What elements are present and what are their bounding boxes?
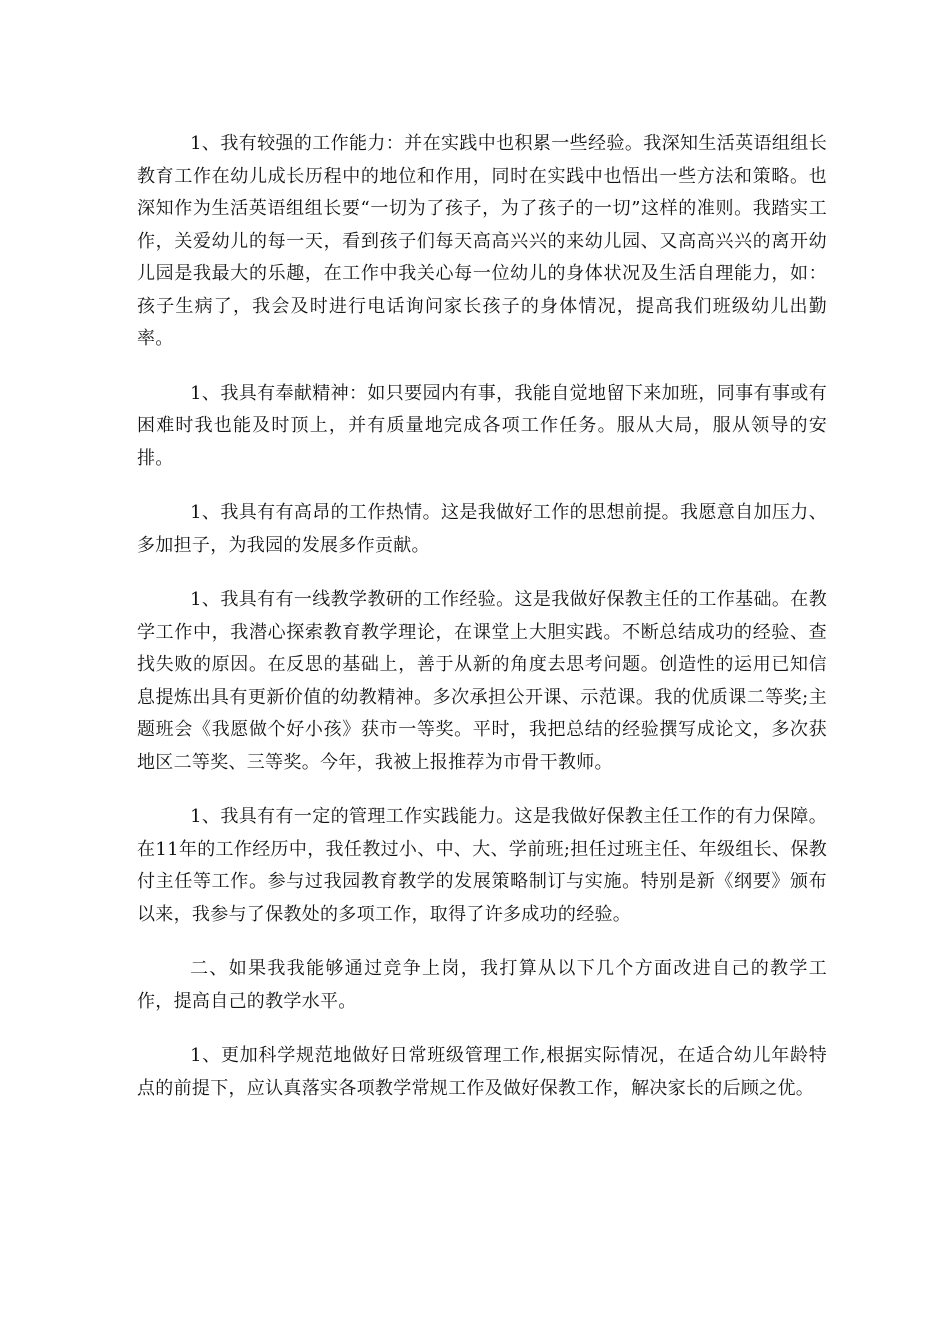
paragraph-work-ability: 1、我有较强的工作能力：并在实践中也积累一些经验。我深知生活英语组组长教育工作在幼儿成长历程中的地位和作用，同时在实践中也悟出一些方法和策略。也深知作为生活英语组组长要“一切为了孩子，为了孩子的一切”这样的准则。我踏实工作，关爱幼儿的每一天，看到孩子们每天高高兴兴的来幼儿园、又高高兴兴的离开幼儿园是我最大的乐趣，在工作中我关心每一位幼儿的身体状况及生活自理能力，如：孩子生病了，我会及时进行电话询问家长孩子的身体情况，提高我们班级幼儿出勤率。	[137, 133, 827, 349]
paragraph-teaching-experience: 1、我具有有一线教学教研的工作经验。这是我做好保教主任的工作基础。在教学工作中，我潜心探索教育教学理论，在课堂上大胆实践。不断总结成功的经验、查找失败的原因。在反思的基础上，善于从新的角度去思考问题。创造性的运用已知信息提炼出具有更新价值的幼教精神。多次承担公开课、示范课。我的优质课二等奖;主题班会《我愿做个好小孩》获市一等奖。平时，我把总结的经验撰写成论文，多次获地区二等奖、三等奖。今年，我被上报推荐为市骨干教师。	[137, 589, 827, 773]
paragraph-management-ability: 1、我具有有一定的管理工作实践能力。这是我做好保教主任工作的有力保障。在11年的工作经历中，我任教过小、中、大、学前班;担任过班主任、年级组长、保教付主任等工作。参与过我园教育教学的发展策略制订与实施。特别是新《纲要》颁布以来，我参与了保教处的多项工作，取得了许多成功的经验。	[137, 806, 827, 925]
paragraph-class-management: 1、更加科学规范地做好日常班级管理工作,根据实际情况，在适合幼儿年龄特点的前提下，应认真落实各项教学常规工作及做好保教工作，解决家长的后顾之优。	[137, 1045, 827, 1099]
paragraph-enthusiasm: 1、我具有有高昂的工作热情。这是我做好工作的思想前提。我愿意自加压力、多加担子，为我园的发展多作贡献。	[137, 502, 827, 556]
document-body	[137, 128, 827, 1127]
paragraph-dedication: 1、我具有奉献精神：如只要园内有事，我能自觉地留下来加班，同事有事或有困难时我也能及时顶上，并有质量地完成各项工作任务。服从大局，服从领导的安排。	[137, 382, 827, 469]
paragraph-section-two-heading: 二、如果我我能够通过竞争上岗，我打算从以下几个方面改进自己的教学工作，提高自己的教学水平。	[137, 958, 827, 1012]
